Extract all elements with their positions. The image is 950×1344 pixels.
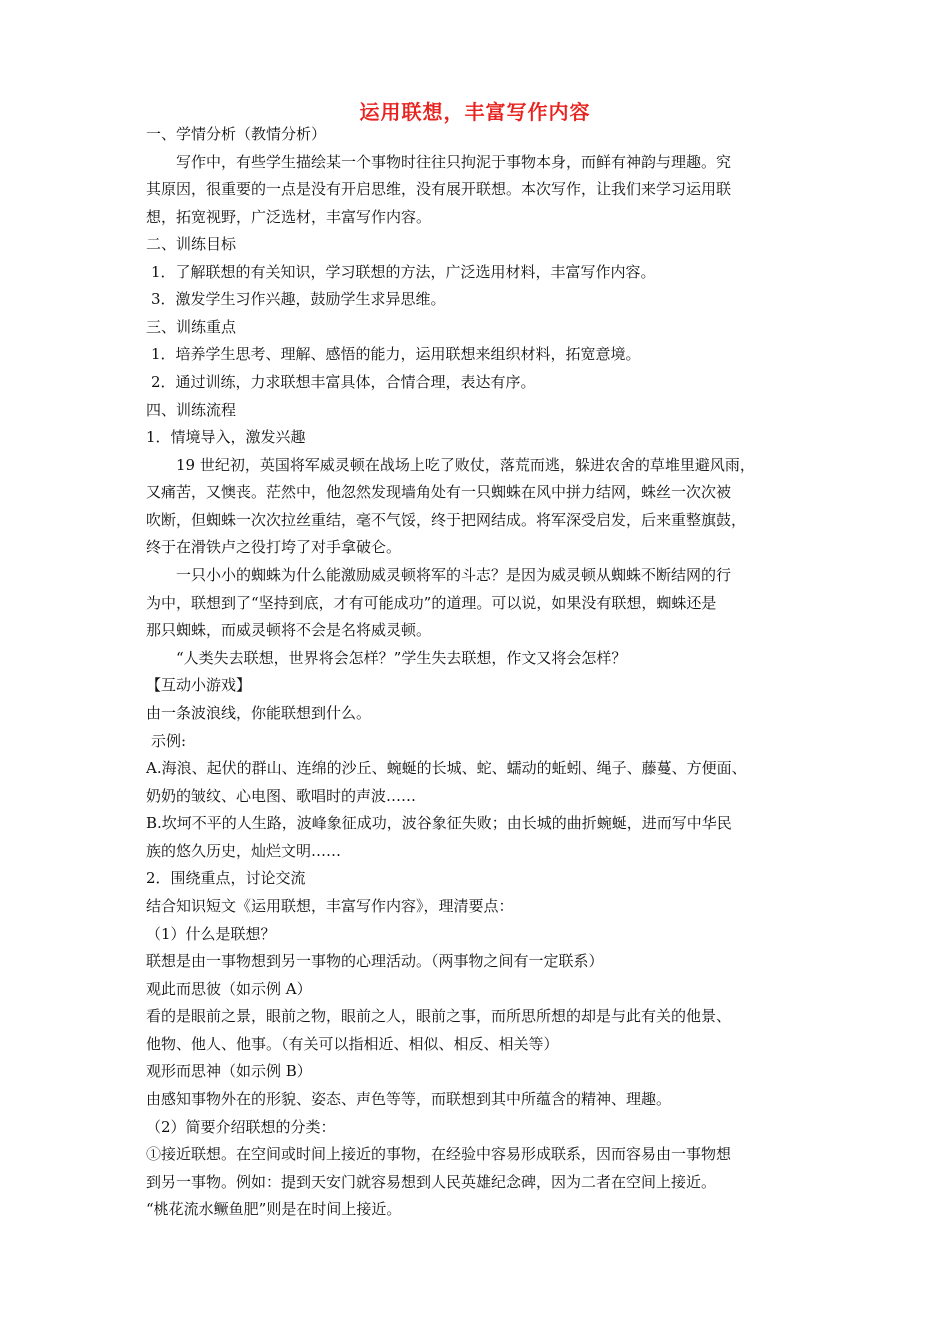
paragraph-line: “桃花流水鳜鱼肥”则是在时间上接近。	[146, 1200, 402, 1218]
paragraph-line: 结合知识短文《运用联想，丰富写作内容》，理清要点：	[146, 897, 514, 915]
paragraph-line: 想，拓宽视野，广泛选材，丰富写作内容。	[146, 208, 432, 226]
paragraph-line: 到另一事物。例如：提到天安门就容易想到人民英雄纪念碑，因为二者在空间上接近。	[146, 1173, 717, 1191]
paragraph-line: 一只小小的蜘蛛为什么能激励威灵顿将军的斗志？是因为威灵顿从蜘蛛不断结网的行	[176, 566, 732, 584]
paragraph-line: 写作中，有些学生描绘某一个事物时往往只拘泥于事物本身，而鲜有神韵与理趣。究	[176, 153, 732, 171]
paragraph-line: 19 世纪初，英国将军威灵顿在战场上吃了败仗，落荒而逃，躲进农舍的草堆里避风雨，	[176, 456, 755, 474]
paragraph-line: 吹断，但蜘蛛一次次拉丝重结，毫不气馁，终于把网结成。将军深受启发，后来重整旗鼓，	[146, 511, 747, 529]
list-item: 1．培养学生思考、理解、感悟的能力，运用联想来组织材料，拓宽意境。	[151, 345, 641, 363]
subsection-heading: 2．围绕重点，讨论交流	[146, 869, 306, 887]
paragraph-line: 为中，联想到了“坚持到底，才有可能成功”的道理。可以说，如果没有联想，蜘蛛还是	[146, 594, 717, 612]
game-heading: 【互动小游戏】	[146, 676, 252, 694]
paragraph-line: ①接近联想。在空间或时间上接近的事物，在经验中容易形成联系，因而容易由一事物想	[146, 1145, 732, 1163]
section-heading: 一、学情分析（教情分析）	[146, 125, 327, 143]
section-heading: 四、训练流程	[146, 401, 237, 419]
paragraph-line: 由一条波浪线，你能联想到什么。	[146, 704, 372, 722]
paragraph-line: 奶奶的皱纹、心电图、歌唱时的声波……	[146, 787, 417, 805]
section-heading: 三、训练重点	[146, 318, 237, 336]
list-item: 2．通过训练，力求联想丰富具体，合情合理，表达有序。	[151, 373, 536, 391]
paragraph-line: （2）简要介绍联想的分类：	[146, 1118, 336, 1136]
paragraph-line: 族的悠久历史，灿烂文明……	[146, 842, 342, 860]
paragraph-line: “人类失去联想，世界将会怎样？”学生失去联想，作文又将会怎样？	[176, 649, 627, 667]
paragraph-line: 看的是眼前之景，眼前之物，眼前之人，眼前之事，而所思所想的却是与此有关的他景、	[146, 1007, 732, 1025]
paragraph-line: 又痛苦，又懊丧。茫然中，他忽然发现墙角处有一只蜘蛛在风中拼力结网，蛛丝一次次被	[146, 483, 732, 501]
paragraph-line: B.坎坷不平的人生路，波峰象征成功，波谷象征失败；由长城的曲折蜿蜒，进而写中华民	[146, 814, 732, 832]
subsection-heading: 1．情境导入，激发兴趣	[146, 428, 306, 446]
paragraph-line: 观此而思彼（如示例 A）	[146, 980, 312, 998]
list-item: 3．激发学生习作兴趣，鼓励学生求异思维。	[151, 290, 446, 308]
paragraph-line: 那只蜘蛛，而威灵顿将不会是名将威灵顿。	[146, 621, 432, 639]
list-item: 1．了解联想的有关知识，学习联想的方法，广泛选用材料，丰富写作内容。	[151, 263, 656, 281]
paragraph-line: 终于在滑铁卢之役打垮了对手拿破仑。	[146, 538, 402, 556]
paragraph-line: 其原因，很重要的一点是没有开启思维，没有展开联想。本次写作，让我们来学习运用联	[146, 180, 732, 198]
paragraph-line: A.海浪、起伏的群山、连绵的沙丘、蜿蜒的长城、蛇、蠕动的蚯蚓、绳子、藤蔓、方便面、	[146, 759, 747, 777]
paragraph-line: 联想是由一事物想到另一事物的心理活动。（两事物之间有一定联系）	[146, 952, 604, 970]
example-label: 示例:	[151, 732, 187, 750]
paragraph-line: 他物、他人、他事。（有关可以指相近、相似、相反、相关等）	[146, 1035, 559, 1053]
page-title: 运用联想，丰富写作内容	[359, 100, 591, 124]
section-heading: 二、训练目标	[146, 235, 237, 253]
paragraph-line: 观形而思神（如示例 B）	[146, 1062, 312, 1080]
paragraph-line: （1）什么是联想？	[146, 925, 276, 943]
paragraph-line: 由感知事物外在的形貌、姿态、声色等等，而联想到其中所蕴含的精神、理趣。	[146, 1090, 672, 1108]
